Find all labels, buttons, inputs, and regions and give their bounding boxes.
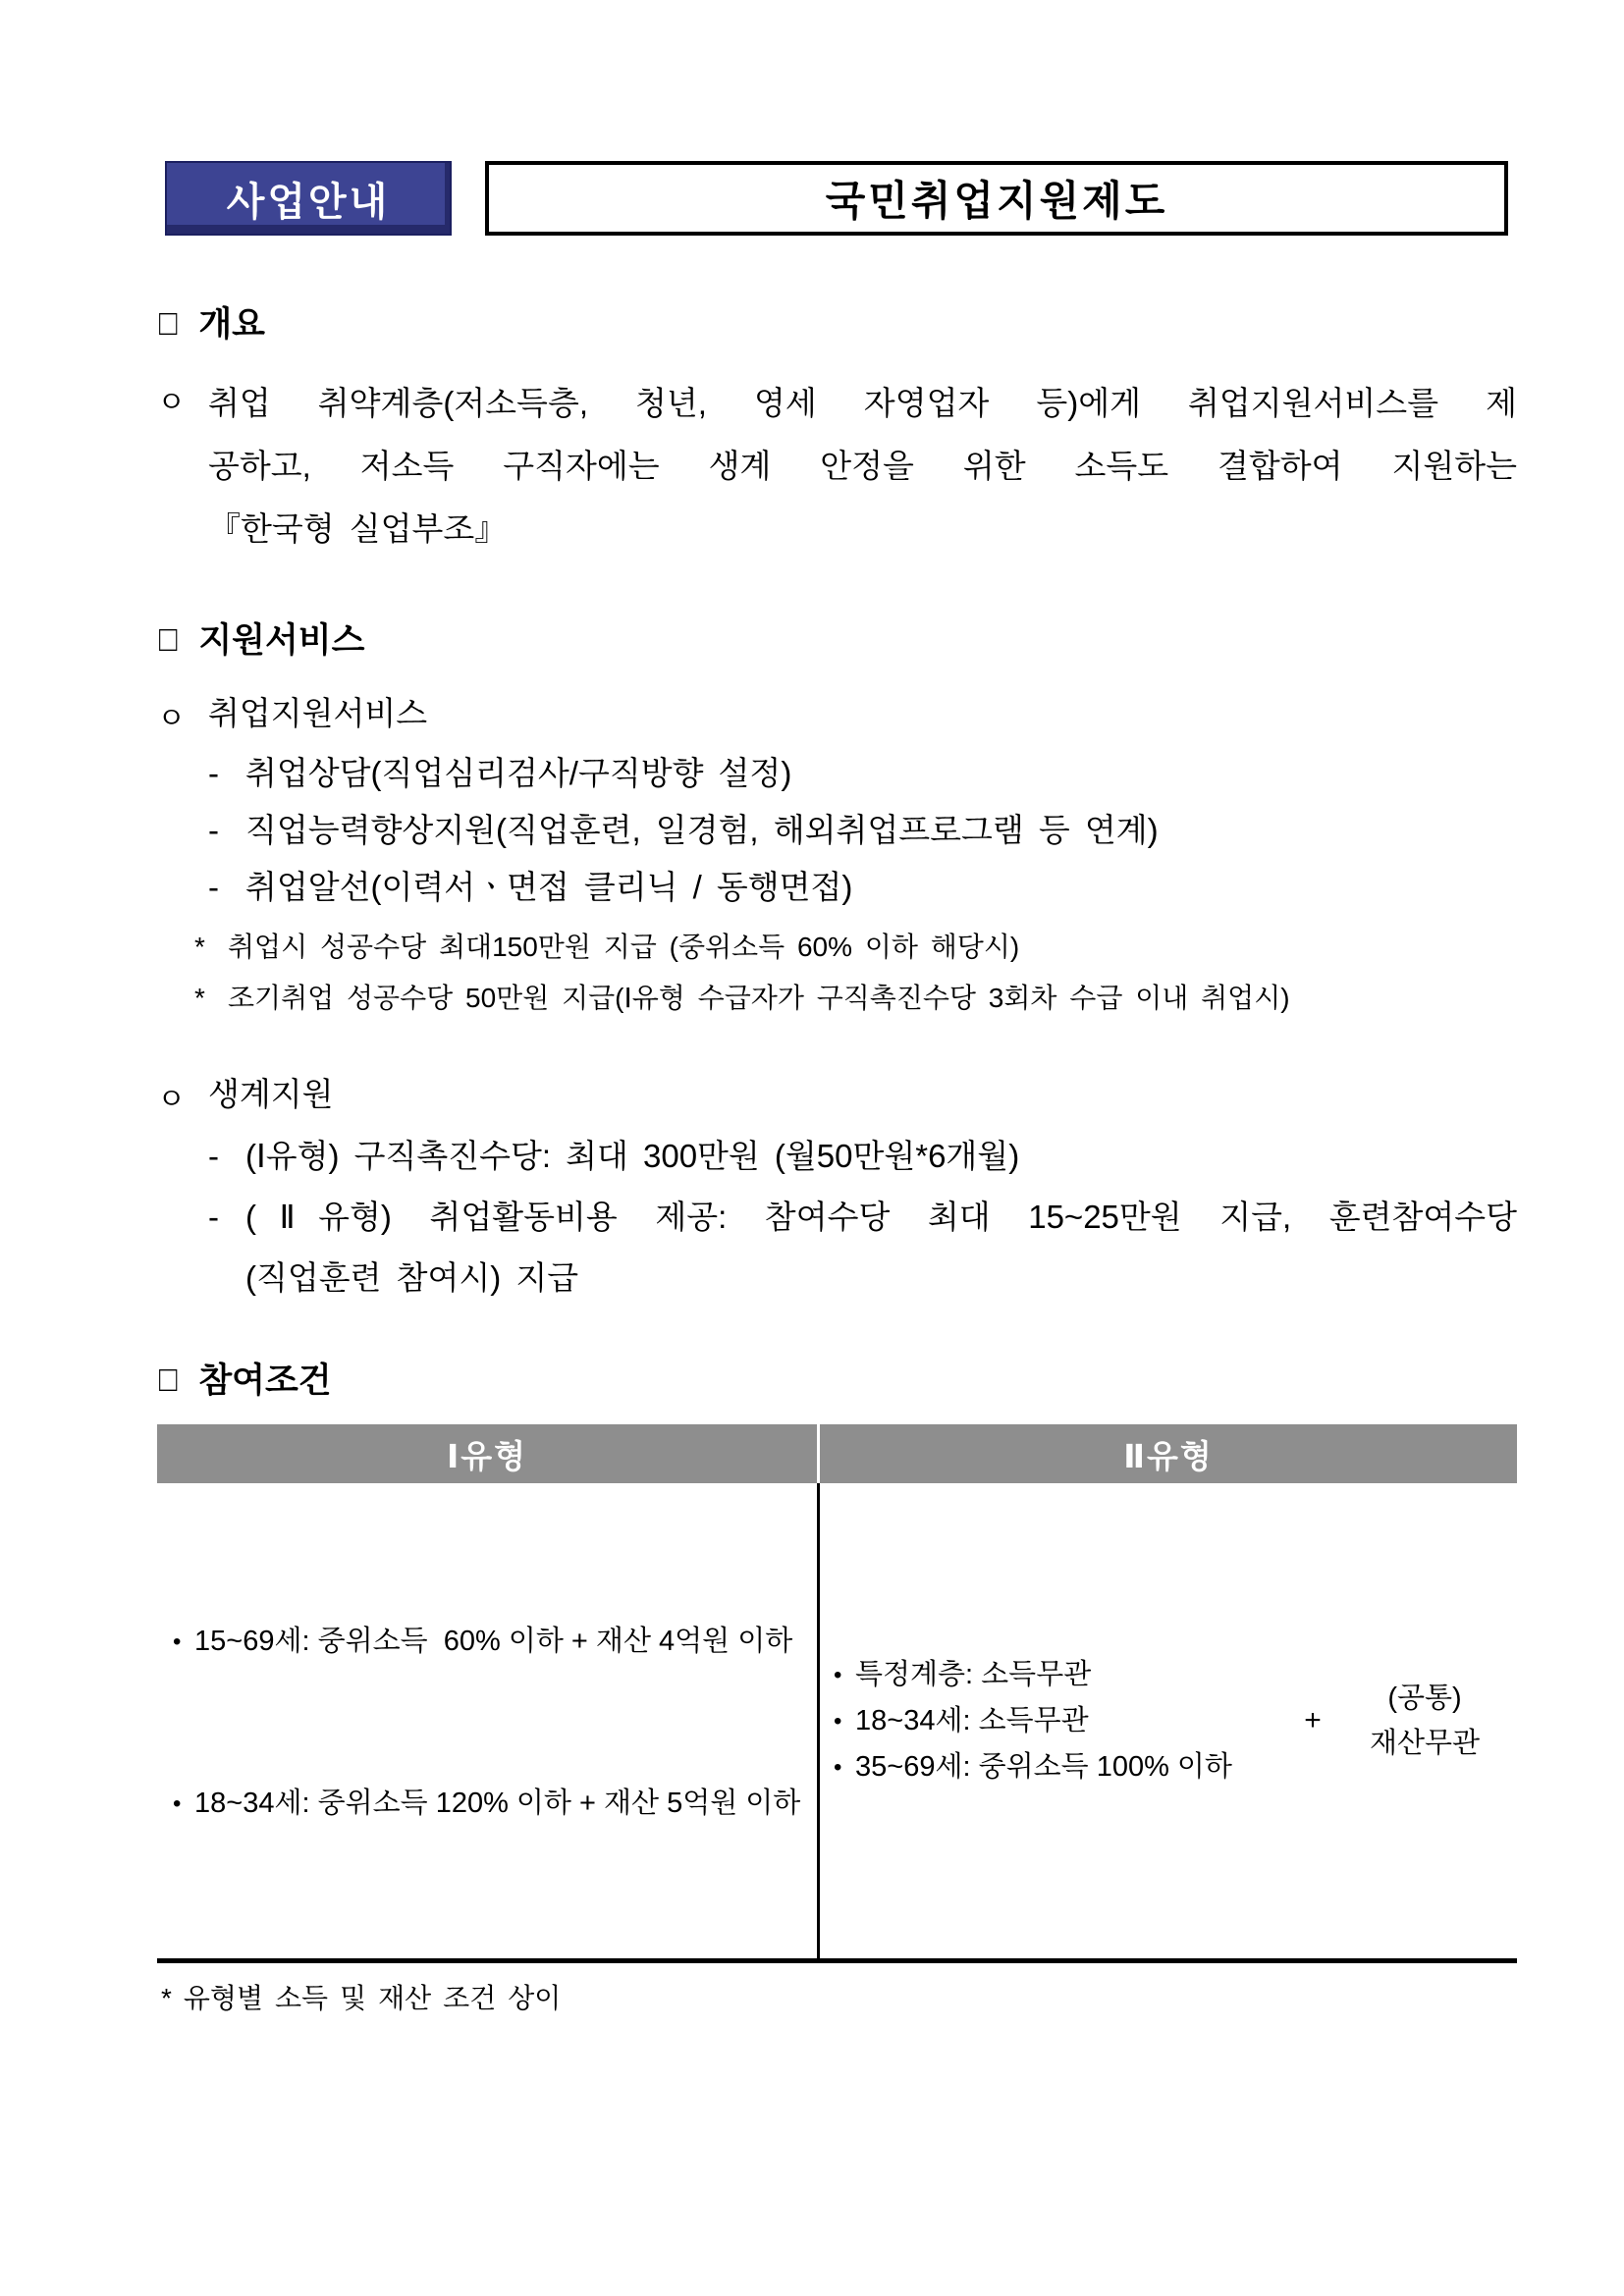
table-row bbox=[173, 1777, 811, 1831]
list-item bbox=[208, 1126, 1517, 1187]
overview-line: 『한국형 실업부조』 bbox=[208, 510, 508, 547]
type1-cell bbox=[157, 1483, 817, 1958]
list-item-text bbox=[245, 1187, 1517, 1308]
circle-bullet-icon: ㅇ bbox=[157, 703, 186, 735]
section-heading-label: 참여조건 bbox=[198, 1362, 332, 1400]
common-condition-line: 재산무관 bbox=[1369, 1728, 1481, 1759]
note-item bbox=[194, 973, 1517, 1024]
overview-paragraph bbox=[157, 372, 1517, 561]
note-text: 취업시 성공수당 최대150만원 지급 (중위소득 60% 이하 해당시) bbox=[228, 932, 1020, 962]
table-row bbox=[834, 1744, 1283, 1790]
note-item bbox=[194, 922, 1517, 973]
common-condition bbox=[1342, 1676, 1507, 1766]
circle-bullet-icon: ㅇ bbox=[157, 387, 186, 419]
common-condition-line: (공통) bbox=[1387, 1682, 1462, 1714]
note-text: 조기취업 성공수당 50만원 지급(Ⅰ유형 수급자가 구직촉진수당 3회차 수급 이내 취업시) bbox=[228, 983, 1290, 1013]
circle-bullet-icon: ㅇ bbox=[157, 1084, 186, 1116]
table-footnote: * 유형별 소득 및 재산 조건 상이 bbox=[161, 1983, 562, 2013]
document-body bbox=[157, 297, 1517, 2016]
list-item-text: 취업알선(이력서ㆍ면접 클리닉 / 동행면접) bbox=[245, 869, 853, 905]
dot-bullet-icon: • bbox=[834, 1707, 842, 1735]
list-item bbox=[208, 745, 1517, 802]
plus-sign: + bbox=[1304, 1704, 1322, 1736]
overview-text bbox=[208, 372, 1517, 561]
dash-bullet-icon: - bbox=[208, 1138, 219, 1174]
square-bullet-icon: □ bbox=[159, 617, 178, 659]
employment-services-subheading bbox=[157, 688, 1517, 737]
subsection-title: 취업지원서비스 bbox=[208, 695, 428, 731]
asterisk-icon: * bbox=[194, 932, 205, 962]
condition-text: 35~69세: 중위소득 100% 이하 bbox=[855, 1750, 1232, 1783]
dash-bullet-icon: - bbox=[208, 755, 219, 791]
square-bullet-icon: □ bbox=[159, 301, 178, 343]
livelihood-items bbox=[208, 1126, 1517, 1308]
condition-text: 특정계층: 소득무관 bbox=[855, 1658, 1092, 1690]
section-heading-services bbox=[157, 614, 1517, 663]
dot-bullet-icon: • bbox=[173, 1629, 182, 1655]
list-item bbox=[208, 859, 1517, 916]
list-item bbox=[208, 802, 1517, 859]
section-heading-label: 개요 bbox=[198, 305, 265, 344]
list-item-text: 직업능력향상지원(직업훈련, 일경험, 해외취업프로그램 등 연계) bbox=[245, 812, 1159, 848]
dash-bullet-icon: - bbox=[208, 1199, 219, 1235]
type2-conditions bbox=[834, 1652, 1283, 1790]
dot-bullet-icon: • bbox=[834, 1753, 842, 1781]
condition-text: 18~34세: 중위소득 120% 이하 + 재산 5억원 이하 bbox=[194, 1788, 801, 1819]
list-item-text: 취업상담(직업심리검사/구직방향 설정) bbox=[245, 755, 792, 791]
section-heading-label: 지원서비스 bbox=[198, 621, 365, 660]
dot-bullet-icon: • bbox=[173, 1790, 182, 1817]
table-row bbox=[173, 1615, 811, 1669]
list-item-line: (직업훈련 참여시) 지급 bbox=[245, 1259, 579, 1296]
overview-line: 취업 취약계층(저소득층, 청년, 영세 자영업자 등)에게 취업지원서비스를 제 bbox=[208, 385, 1517, 421]
livelihood-subheading bbox=[157, 1069, 1517, 1118]
dot-bullet-icon: • bbox=[834, 1661, 842, 1688]
dash-bullet-icon: - bbox=[208, 869, 219, 905]
conditions-table bbox=[157, 1424, 1517, 1963]
column-header-type1: Ⅰ유형 bbox=[446, 1437, 528, 1474]
conditions-table-header bbox=[157, 1424, 1517, 1483]
list-item-line: (Ⅱ유형) 취업활동비용 제공: 참여수당 최대 15~25만원 지급, 훈련참여수당 bbox=[245, 1199, 1517, 1235]
list-item-text: (Ⅰ유형) 구직촉진수당: 최대 300만원 (월50만원*6개월) bbox=[245, 1138, 1020, 1174]
list-item bbox=[208, 1187, 1517, 1308]
overview-line: 공하고, 저소득 구직자에는 생계 안정을 위한 소득도 결합하여 지원하는 bbox=[208, 448, 1517, 484]
asterisk-icon: * bbox=[194, 983, 205, 1013]
subsection-title: 생계지원 bbox=[208, 1076, 334, 1112]
page-title: 국민취업지원제도 bbox=[485, 161, 1508, 236]
section-heading-overview bbox=[157, 297, 1517, 347]
table-row bbox=[834, 1652, 1283, 1698]
type2-cell bbox=[817, 1483, 1517, 1958]
section-heading-conditions bbox=[157, 1354, 1517, 1403]
conditions-table-body bbox=[157, 1483, 1517, 1963]
column-header-type2: Ⅱ유형 bbox=[817, 1424, 1517, 1483]
table-row bbox=[834, 1698, 1283, 1744]
condition-text: 15~69세: 중위소득 60% 이하 + 재산 4억원 이하 bbox=[194, 1626, 793, 1657]
condition-text: 18~34세: 소득무관 bbox=[855, 1704, 1089, 1736]
square-bullet-icon: □ bbox=[159, 1358, 178, 1399]
dash-bullet-icon: - bbox=[208, 812, 219, 848]
employment-service-items bbox=[208, 745, 1517, 916]
document-header bbox=[165, 161, 1508, 236]
category-badge: 사업안내 bbox=[165, 161, 452, 236]
employment-service-notes bbox=[194, 922, 1517, 1024]
